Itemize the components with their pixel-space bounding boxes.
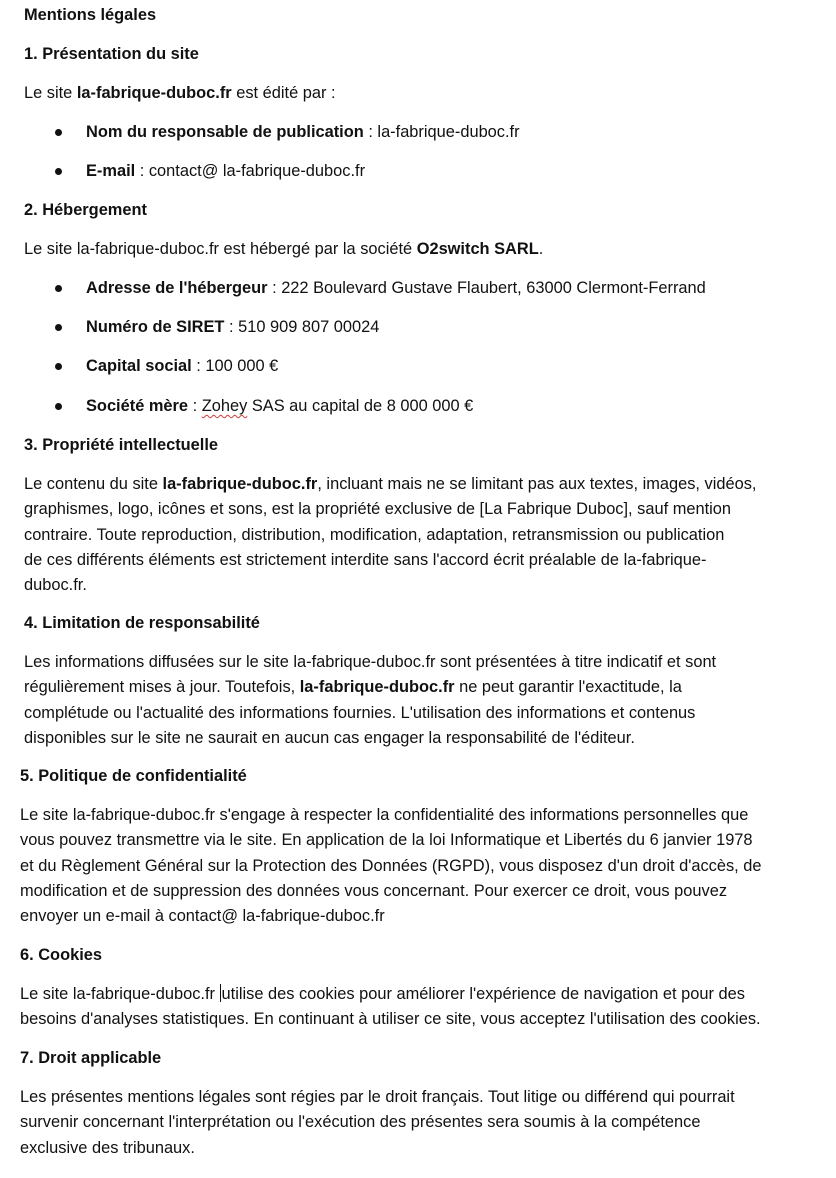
section-4-paragraph: Les informations diffusées sur le site la-fabrique-duboc.fr sont présentées à titre indicatif et sont régulièrement mises à jour. Toutefois, la-fabrique-duboc.fr ne peut garantir l'exactitude, la complétude ou l'actualité des informations fournies. L'utilisation des informations et contenus disponibles sur le site ne saurait en aucun cas engager la responsabilité de l'éditeur. xyxy=(24,653,717,747)
spellcheck-flagged-word[interactable]: Zohey xyxy=(201,397,248,415)
section-5-paragraph: Le site la-fabrique-duboc.fr s'engage à respecter la confidentialité des informations personnelles que vous pouvez transmettre via le site. En application de la loi Informatique et Libertés du 6 janvier 1978 et du Règlement Général sur la Protection des Données (RGPD), vous disposez d'un droit d'accès, de modification et de suppression des données vous concernant. Pour exercer ce droit, vous pouvez envoyer un e-mail à contact@ la-fabrique-duboc.fr xyxy=(20,806,762,926)
section-3-heading: 3. Propriété intellectuelle xyxy=(24,436,219,454)
document-title: Mentions légales xyxy=(24,6,157,24)
bullet-icon xyxy=(55,403,62,410)
list-item-parent-company: Société mère : Zohey SAS au capital de 8 000 000 € xyxy=(86,397,474,415)
section-7-paragraph: Les présentes mentions légales sont régies par le droit français. Tout litige ou différend qui pourrait survenir concernant l'interprétation ou l'exécution des présentes sera soumis à la compétence exclusive des tribunaux. xyxy=(20,1088,735,1157)
section-2-intro: Le site la-fabrique-duboc.fr est hébergé par la société O2switch SARL. xyxy=(24,240,544,258)
section-1-intro: Le site la-fabrique-duboc.fr est édité par : xyxy=(24,84,336,102)
list-item-siret: Numéro de SIRET : 510 909 807 00024 xyxy=(86,318,380,336)
text-cursor xyxy=(220,984,221,1002)
bullet-icon xyxy=(55,363,62,370)
list-item-capital: Capital social : 100 000 € xyxy=(86,357,279,375)
list-item-publisher: Nom du responsable de publication : la-fabrique-duboc.fr xyxy=(86,123,520,141)
section-2-heading: 2. Hébergement xyxy=(24,201,147,219)
bullet-icon xyxy=(55,129,62,136)
section-3-paragraph: Le contenu du site la-fabrique-duboc.fr, incluant mais ne se limitant pas aux textes, images, vidéos, graphismes, logo, icônes et sons, est la propriété exclusive de [La Fabrique Duboc], sauf mention contraire. Toute reproduction, distribution, modification, adaptation, retransmission ou publication de ces différents éléments est strictement interdite sans l'accord écrit préalable de la-fabrique- duboc.fr. xyxy=(24,475,757,595)
list-item-host-address: Adresse de l'hébergeur : 222 Boulevard Gustave Flaubert, 63000 Clermont-Ferrand xyxy=(86,279,706,297)
bullet-icon xyxy=(55,285,62,292)
section-6-paragraph: Le site la-fabrique-duboc.fr utilise des cookies pour améliorer l'expérience de navigation et pour des besoins d'analyses statistiques. En continuant à utiliser ce site, vous acceptez l'utilisation des cookies. xyxy=(20,985,761,1029)
bullet-icon xyxy=(55,168,62,175)
section-5-heading: 5. Politique de confidentialité xyxy=(20,767,247,785)
list-item-email: E-mail : contact@ la-fabrique-duboc.fr xyxy=(86,162,366,180)
section-6-heading: 6. Cookies xyxy=(20,946,102,964)
section-7-heading: 7. Droit applicable xyxy=(20,1049,162,1067)
section-4-heading: 4. Limitation de responsabilité xyxy=(24,614,260,632)
bullet-icon xyxy=(55,324,62,331)
section-1-heading: 1. Présentation du site xyxy=(24,45,199,63)
